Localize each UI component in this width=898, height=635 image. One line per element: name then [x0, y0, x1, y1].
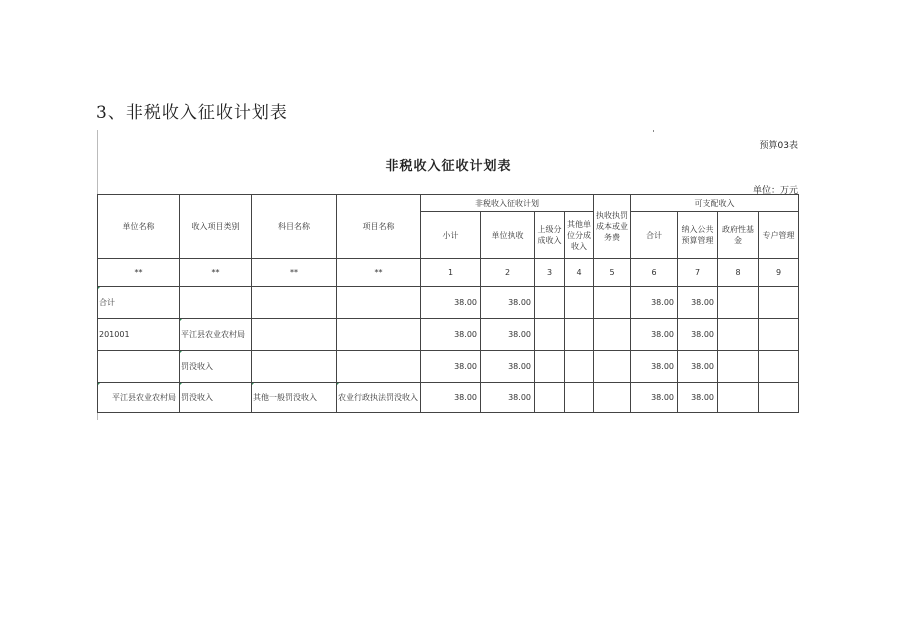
header-subtotal: 小计 [421, 212, 481, 259]
cell-category [180, 287, 252, 319]
cell-category: 平江县农业农村局 [180, 319, 252, 351]
table-row [98, 287, 799, 319]
header-subject-name: 科目名称 [252, 195, 337, 259]
header-plan-group: 非税收入征收计划 [421, 195, 594, 212]
index-cell: 4 [565, 259, 594, 287]
cell-fund [718, 287, 759, 319]
cell-execution: 38.00 [481, 319, 535, 351]
cell-upper [535, 383, 565, 413]
header-special-account: 专户管理 [759, 212, 799, 259]
cell-total: 38.00 [631, 383, 678, 413]
cell-subject: 其他一般罚没收入 [252, 383, 337, 413]
cell-item: 农业行政执法罚没收入 [337, 383, 421, 413]
cell-execution: 38.00 [481, 287, 535, 319]
cell-total: 38.00 [631, 287, 678, 319]
index-cell: 2 [481, 259, 535, 287]
cell-execution: 38.00 [481, 351, 535, 383]
cell-subtotal: 38.00 [421, 287, 481, 319]
cell-fund [718, 383, 759, 413]
cell-item [337, 351, 421, 383]
header-other-unit-share: 其他单位分成收入 [565, 212, 594, 259]
index-cell: 3 [535, 259, 565, 287]
income-plan-table [97, 194, 799, 413]
cell-subtotal: 38.00 [421, 319, 481, 351]
table-code-label: 预算03表 [759, 141, 798, 151]
index-cell: 6 [631, 259, 678, 287]
cell-public: 38.00 [678, 287, 718, 319]
unit-label: 单位：万元 [752, 186, 798, 196]
cell-unit: 平江县农业农村局 [98, 383, 180, 413]
cell-special [759, 287, 799, 319]
index-cell: 9 [759, 259, 799, 287]
cell-cost [594, 351, 631, 383]
index-cell: 1 [421, 259, 481, 287]
header-public-budget: 纳入公共预算管理 [678, 212, 718, 259]
table-row [98, 319, 799, 351]
cell-cost [594, 287, 631, 319]
cell-cost [594, 383, 631, 413]
cell-category: 罚没收入 [180, 383, 252, 413]
cell-other [565, 287, 594, 319]
cell-subtotal: 38.00 [421, 351, 481, 383]
cell-item [337, 319, 421, 351]
header-enforcement-cost: 执收执罚成本或业务费 [594, 195, 631, 259]
cell-total: 38.00 [631, 351, 678, 383]
header-unit-name: 单位名称 [98, 195, 180, 259]
cell-upper [535, 319, 565, 351]
cell-unit: 合计 [98, 287, 180, 319]
sheet-top-mark [653, 130, 654, 132]
cell-subject [252, 319, 337, 351]
cell-category: 罚没收入 [180, 351, 252, 383]
cell-subtotal: 38.00 [421, 383, 481, 413]
index-cell: 8 [718, 259, 759, 287]
sheet-title: 非税收入征收计划表 [385, 159, 512, 174]
index-cell: 7 [678, 259, 718, 287]
header-row-1 [98, 195, 799, 212]
cell-subject [252, 287, 337, 319]
header-income-category: 收入项目类别 [180, 195, 252, 259]
index-cell: ** [180, 259, 252, 287]
index-cell: 5 [594, 259, 631, 287]
table-row [98, 383, 799, 413]
cell-other [565, 383, 594, 413]
cell-special [759, 319, 799, 351]
cell-special [759, 383, 799, 413]
cell-execution: 38.00 [481, 383, 535, 413]
cell-item [337, 287, 421, 319]
cell-total: 38.00 [631, 319, 678, 351]
cell-public: 38.00 [678, 383, 718, 413]
header-item-name: 项目名称 [337, 195, 421, 259]
cell-public: 38.00 [678, 351, 718, 383]
header-gov-fund: 政府性基金 [718, 212, 759, 259]
spreadsheet-sheet [97, 130, 800, 420]
header-upper-share: 上级分成收入 [535, 212, 565, 259]
cell-public: 38.00 [678, 319, 718, 351]
cell-unit [98, 351, 180, 383]
cell-special [759, 351, 799, 383]
header-total: 合计 [631, 212, 678, 259]
cell-fund [718, 351, 759, 383]
cell-upper [535, 287, 565, 319]
cell-fund [718, 319, 759, 351]
cell-unit: 201001 [98, 319, 180, 351]
index-cell: ** [337, 259, 421, 287]
table-row [98, 351, 799, 383]
cell-subject [252, 351, 337, 383]
index-cell: ** [252, 259, 337, 287]
section-heading: 3、非税收入征收计划表 [96, 103, 288, 123]
cell-upper [535, 351, 565, 383]
header-unit-execution: 单位执收 [481, 212, 535, 259]
cell-other [565, 319, 594, 351]
header-disposable-group: 可支配收入 [631, 195, 799, 212]
index-row [98, 259, 799, 287]
cell-cost [594, 319, 631, 351]
cell-other [565, 351, 594, 383]
index-cell: ** [98, 259, 180, 287]
